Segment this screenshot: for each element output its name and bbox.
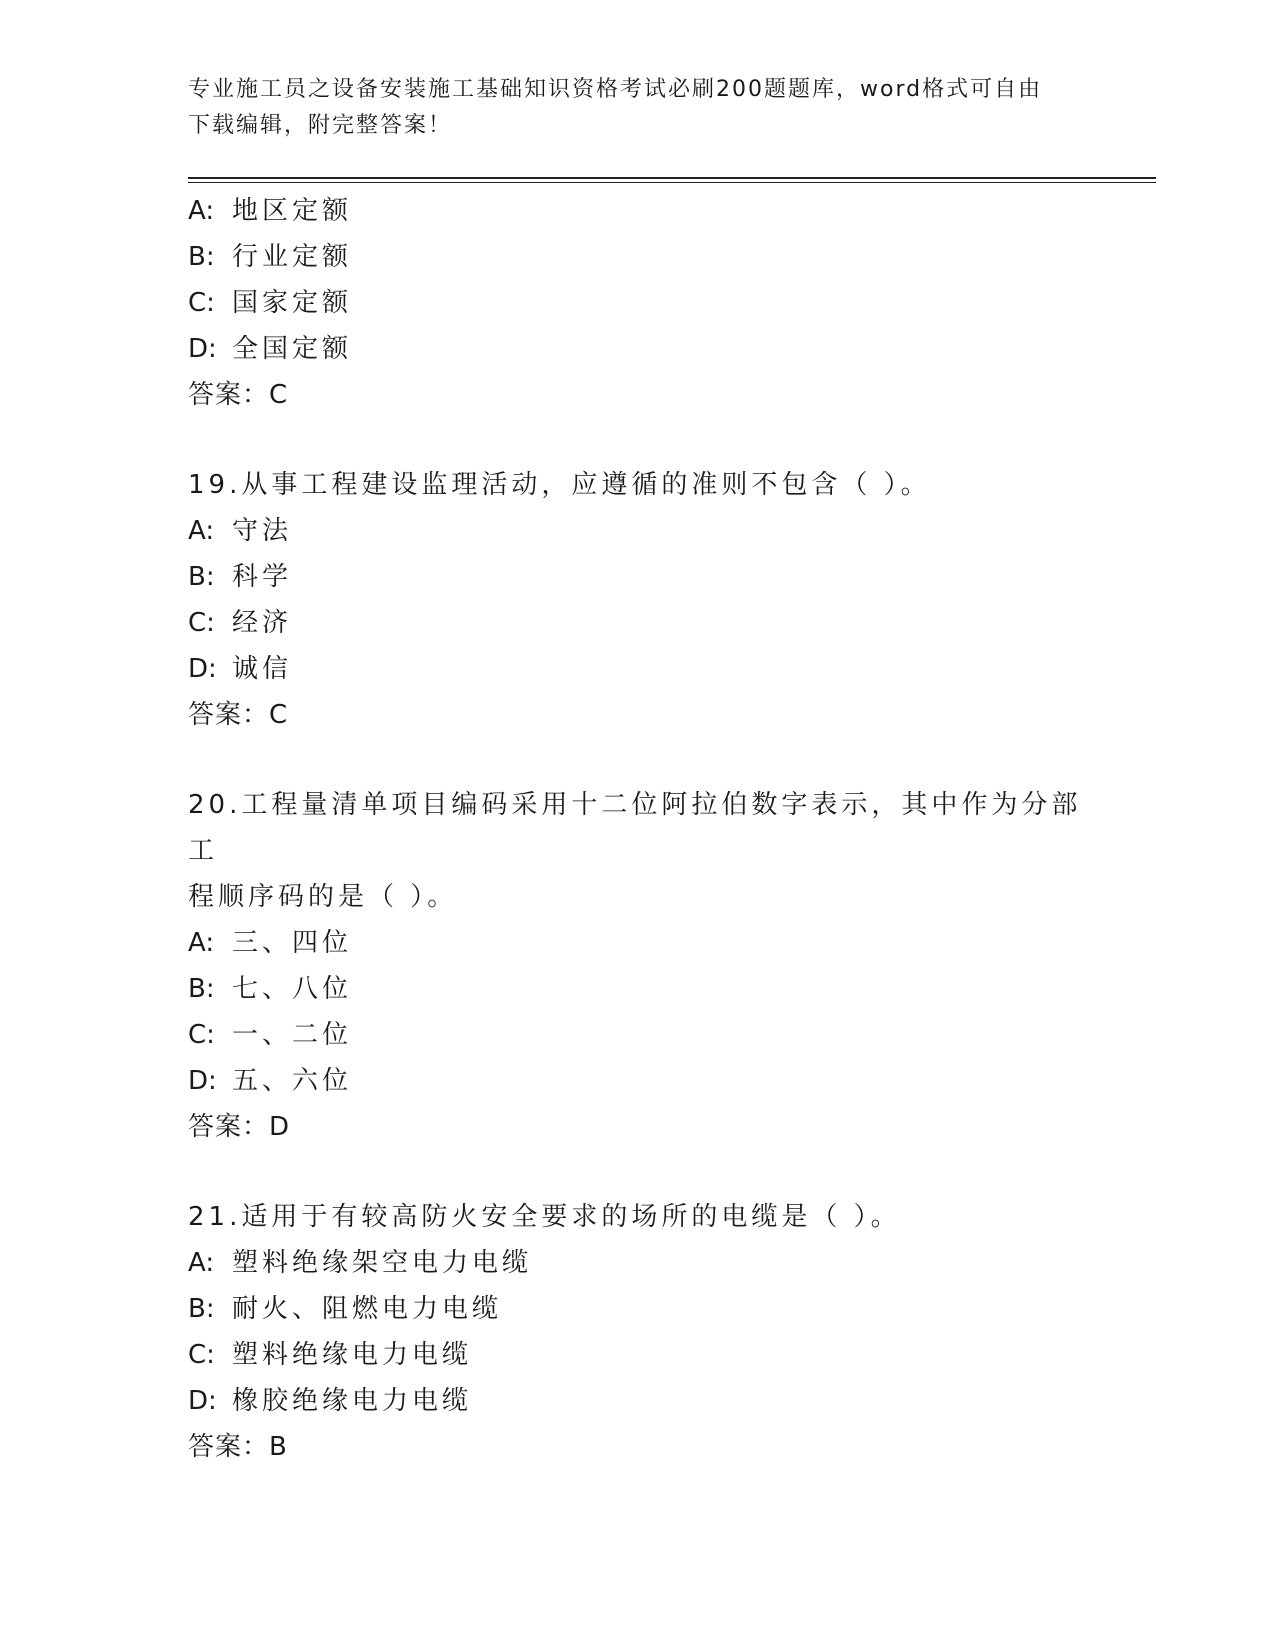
- option-text: 五、六位: [232, 1066, 353, 1096]
- option-text: 行业定额: [232, 242, 353, 272]
- header-line-2: 下载编辑，附完整答案！: [188, 113, 453, 138]
- option-key: B:: [188, 974, 215, 1004]
- option-key: D:: [188, 1386, 217, 1416]
- option-text: 橡胶绝缘电力电缆: [232, 1386, 473, 1416]
- option-text: 诚信: [232, 654, 293, 684]
- question-list: [188, 188, 1108, 1470]
- option-d: [188, 1378, 1108, 1424]
- header-divider-thick: [188, 177, 1156, 179]
- option-b: [188, 554, 1108, 600]
- option-d: [188, 646, 1108, 692]
- option-key: A:: [188, 516, 215, 546]
- question-text: 21.适用于有较高防火安全要求的场所的电缆是（ ）。: [188, 1202, 901, 1232]
- option-a: [188, 508, 1108, 554]
- answer-line: 答案：C: [188, 700, 289, 730]
- option-text: 经济: [232, 608, 293, 638]
- option-d: [188, 1058, 1108, 1104]
- option-key: C:: [188, 288, 215, 318]
- answer-line: 答案：D: [188, 1112, 291, 1142]
- option-key: A:: [188, 1248, 215, 1278]
- option-key: D:: [188, 1066, 217, 1096]
- option-b: [188, 234, 1108, 280]
- question-text: 19.从事工程建设监理活动，应遵循的准则不包含（ ）。: [188, 470, 931, 500]
- option-a: [188, 1240, 1108, 1286]
- spacer: [188, 738, 1108, 782]
- option-b: [188, 966, 1108, 1012]
- answer-line: 答案：C: [188, 380, 289, 410]
- option-key: C:: [188, 608, 215, 638]
- option-text: 七、八位: [232, 974, 353, 1004]
- option-text: 科学: [232, 562, 293, 592]
- question-20: [188, 782, 1108, 1150]
- option-c: [188, 280, 1108, 326]
- option-key: B:: [188, 1294, 215, 1324]
- option-key: D:: [188, 654, 217, 684]
- option-key: C:: [188, 1020, 215, 1050]
- option-a: [188, 920, 1108, 966]
- option-key: B:: [188, 242, 215, 272]
- option-text: 一、二位: [232, 1020, 353, 1050]
- option-text: 耐火、阻燃电力电缆: [232, 1294, 503, 1324]
- option-d: [188, 326, 1108, 372]
- question-18: [188, 188, 1108, 418]
- option-key: C:: [188, 1340, 215, 1370]
- option-c: [188, 1012, 1108, 1058]
- question-text-line-1: 20.工程量清单项目编码采用十二位阿拉伯数字表示，其中作为分部工: [188, 790, 1082, 866]
- option-a: [188, 188, 1108, 234]
- question-19: [188, 462, 1108, 738]
- spacer: [188, 1150, 1108, 1194]
- document-header: [188, 72, 1068, 144]
- option-text: 塑料绝缘架空电力电缆: [232, 1248, 533, 1278]
- option-key: D:: [188, 334, 217, 364]
- question-text-line-2: 程顺序码的是（ ）。: [188, 882, 458, 912]
- option-b: [188, 1286, 1108, 1332]
- spacer: [188, 418, 1108, 462]
- header-divider-thin: [188, 182, 1156, 183]
- option-key: A:: [188, 196, 215, 226]
- option-text: 三、四位: [232, 928, 353, 958]
- option-key: A:: [188, 928, 215, 958]
- option-text: 全国定额: [232, 334, 353, 364]
- option-text: 塑料绝缘电力电缆: [232, 1340, 473, 1370]
- option-c: [188, 600, 1108, 646]
- option-text: 地区定额: [232, 196, 353, 226]
- option-key: B:: [188, 562, 215, 592]
- option-text: 国家定额: [232, 288, 353, 318]
- option-text: 守法: [232, 516, 293, 546]
- answer-line: 答案：B: [188, 1432, 288, 1462]
- header-line-1: 专业施工员之设备安装施工基础知识资格考试必刷200题题库，word格式可自由: [188, 77, 1043, 102]
- option-c: [188, 1332, 1108, 1378]
- question-21: [188, 1194, 1108, 1470]
